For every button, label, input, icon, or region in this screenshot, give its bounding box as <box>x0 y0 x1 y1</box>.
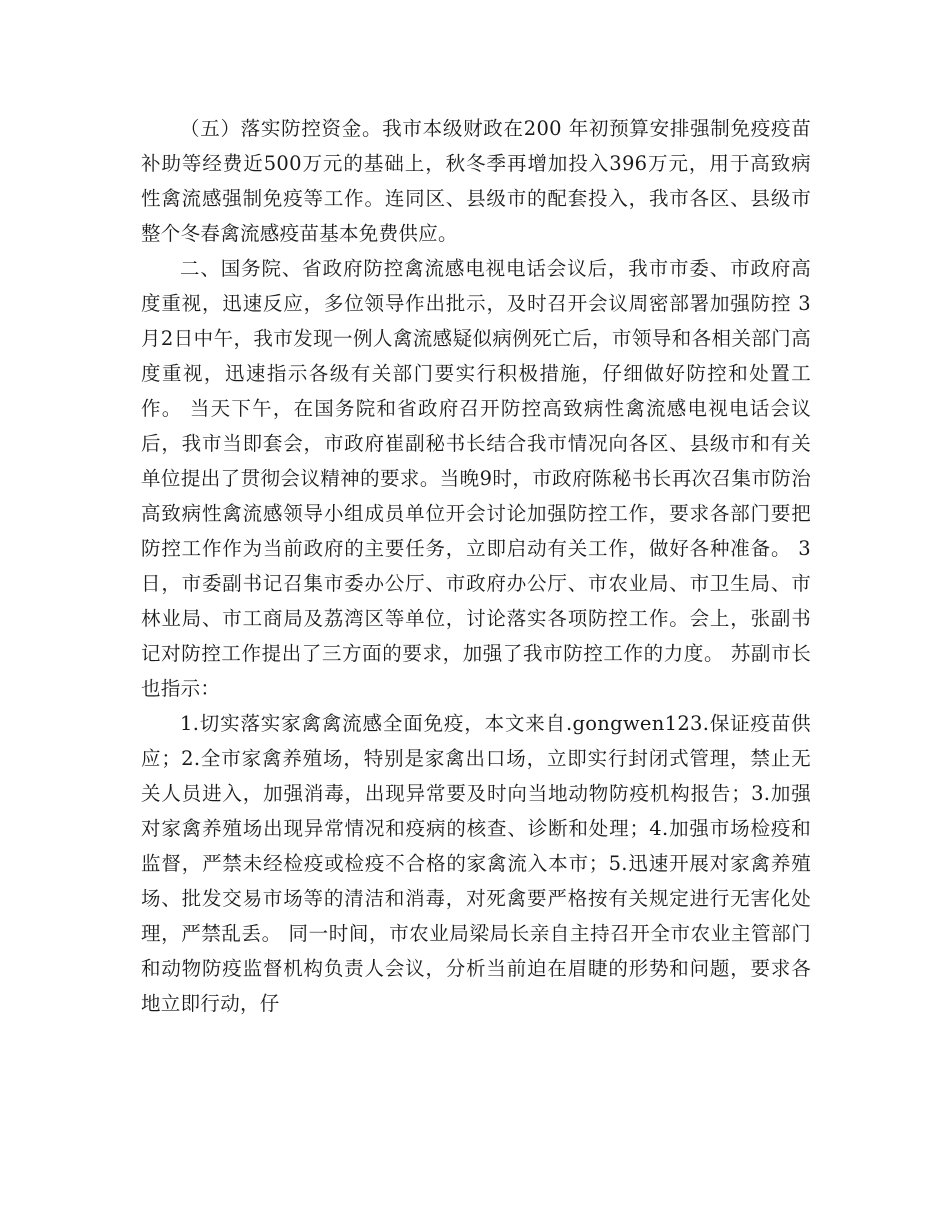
paragraph-measures: 1.切实落实家禽禽流感全面免疫，本文来自.gongwen123.保证疫苗供应；2.全市家禽养殖场，特别是家禽出口场，立即实行封闭式管理，禁止无关人员进入，加强消毒，出现异常要及时向当地动物防疫机构报告；3.加强对家禽养殖场出现异常情况和疫病的核查、诊断和处理；4.加强市场检疫和监督，严禁未经检疫或检疫不合格的家禽流入本市；5.迅速开展对家禽养殖场、批发交易市场等的清洁和消毒，对死禽要严格按有关规定进行无害化处理，严禁乱丢。 同一时间，市农业局梁局长亲自主持召开全市农业主管部门和动物防疫监督机构负责人会议，分析当前迫在眉睫的形势和问题，要求各地立即行动，仔 <box>141 712 811 1015</box>
document-body <box>141 111 811 1021</box>
paragraph-response: 二、国务院、省政府防控禽流感电视电话会议后，我市市委、市政府高度重视，迅速反应，多位领导作出批示，及时召开会议周密部署加强防控 3月2日中午，我市发现一例人禽流感疑似病例死亡后，市领导和各相关部门高度重视，迅速指示各级有关部门要实行积极措施，仔细做好防控和处置工作。 当天下午，在国务院和省政府召开防控高致病性禽流感电视电话会议后，我市当即套会，市政府崔副秘书长结合我市情况向各区、县级市和有关单位提出了贯彻会议精神的要求。当晚9时，市政府陈秘书长再次召集市防治高致病性禽流感领导小组成员单位开会讨论加强防控工作，要求各部门要把防控工作作为当前政府的主要任务，立即启动有关工作，做好各种准备。 3日，市委副书记召集市委办公厅、市政府办公厅、市农业局、市卫生局、市林业局、市工商局及荔湾区等单位，讨论落实各项防控工作。会上，张副书记对防控工作提出了三方面的要求，加强了我市防控工作的力度。 苏副市长也指示： <box>141 257 811 700</box>
paragraph-funding: （五）落实防控资金。我市本级财政在200 年初预算安排强制免疫疫苗补助等经费近500万元的基础上，秋冬季再增加投入396万元，用于高致病性禽流感强制免疫等工作。连同区、县级市的配套投入，我市各区、县级市整个冬春禽流感疫苗基本免费供应。 <box>141 117 811 245</box>
